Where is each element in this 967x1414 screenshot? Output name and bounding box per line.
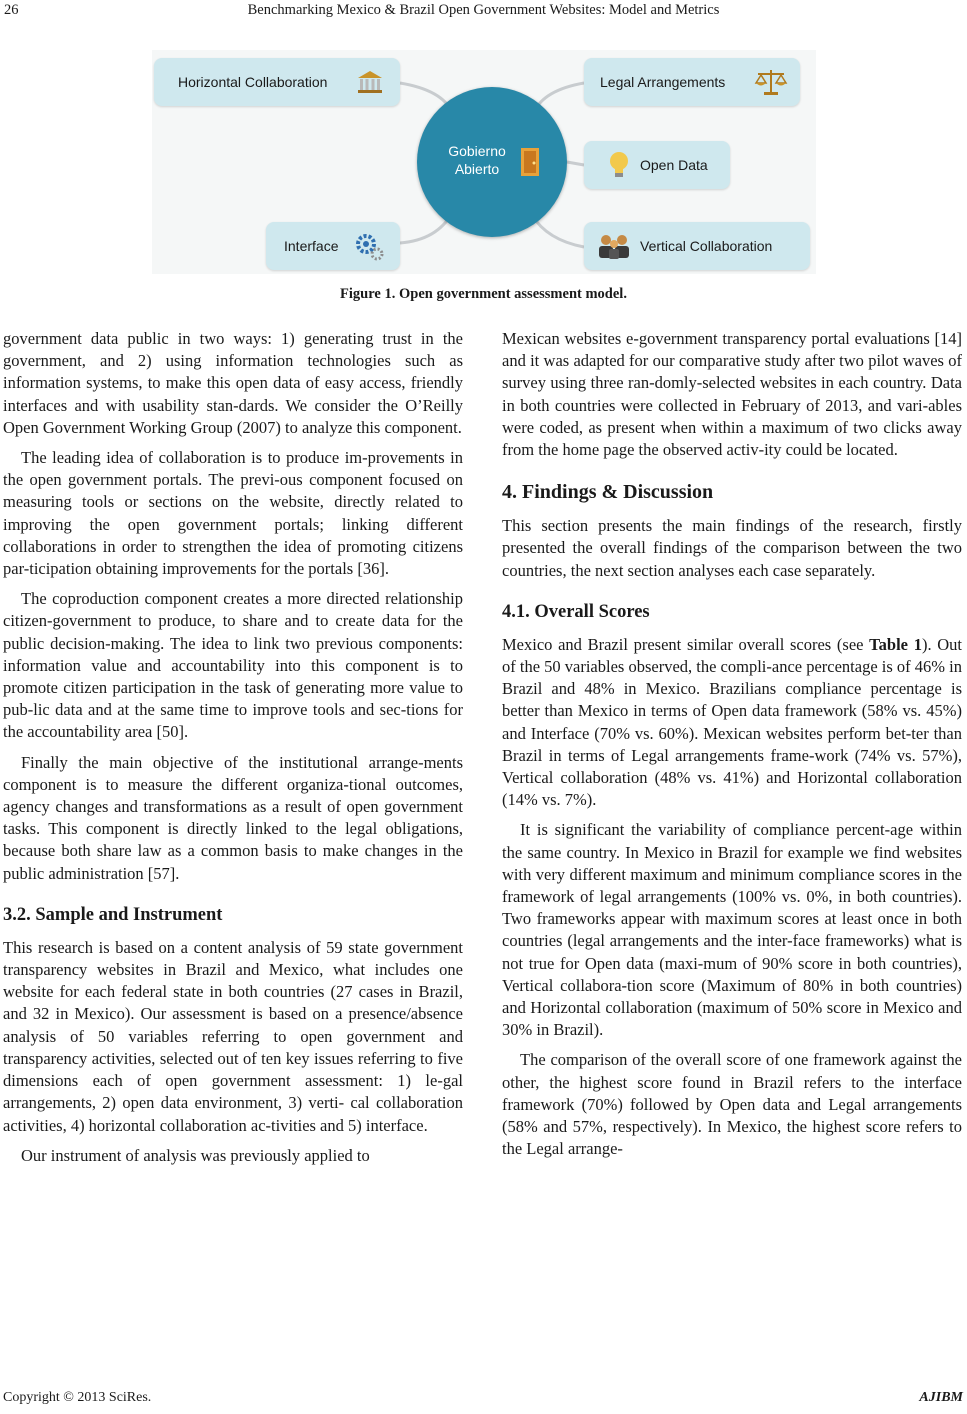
paragraph: This research is based on a content analysis of 59 state government transparency websites in Brazil and Mexico, what includes one website for each federal state in both countries (27 cases in Brazil, and 32 in Mexico). Our assessment is based on a presence/absence analysis of 50 variables referring to open government and transparency activities, selected out of ten key issues referring to five dimensions each of open government assessment: 1) le-gal arrangements, 2) open data environment, 3) verti- cal collaboration activities, 4) horizontal collaboration ac-tivities and 5) interface. [3, 937, 463, 1135]
running-head [0, 0, 967, 22]
paragraph: This section presents the main findings of the research, firstly presented the overall findings of the comparison between the two countries, the next section analyses each case separately. [502, 516, 962, 580]
paragraph: Our instrument of analysis was previously applied to [21, 1145, 370, 1165]
vertical-collaboration-label: Vertical Collaboration [640, 238, 773, 254]
paragraph-text: ). Out of the 50 variables observed, the compli-ance percentage is of 46% in Brazil and 48% in Mexico. Brazilians compliance percentage is better than Mexico in terms of Open data framework (58% vs. 45%) and Interface (70% vs. 60%). Mexican websites perform bet-ter than Brazil in terms of Legal arrangements frame-work (74% vs. 57%), Vertical collaboration (48% vs. 41%) and Horizontal collaboration (14% vs. 7%). [502, 634, 963, 810]
paragraph-text: Mexico and Brazil present similar overall scores (see [502, 634, 870, 654]
running-title: Benchmarking Mexico & Brazil Open Government Websites: Model and Metrics [247, 2, 720, 18]
page-number: 26 [4, 2, 19, 18]
paragraph: government data public in two ways: 1) generating trust in the government, and 2) using information technologies such as information systems, to make this open data of easy access, friendly interfaces and with usability stan-dards. We consider the O’Reilly Open Government Working Group (2007) to analyze this component. [3, 329, 463, 437]
assessment-model-figure [152, 50, 816, 274]
open-data-label: Open Data [640, 157, 708, 173]
paragraph: The leading idea of collaboration is to produce im-provements in the open government portals. The previ-ous component focused on measuring tools or sections on the website, directly related to improving the open government portals; linking different collaborations in order to strengthen the idea of promoting citizens par-ticipation obtaining improvements for the portals [36]. [3, 448, 463, 579]
paragraph: The coproduction component creates a more directed relationship citizen-government to produce, to share and to create data for the public decision-making. The idea to link two previous components: information value and accountability into this component is to promote citizen participation in the task of generating more value to pub-lic data and at the same time to improve tools and sec-tions for the accountability area [50]. [3, 589, 463, 742]
gears-icon [354, 231, 384, 261]
legal-arrangements-label: Legal Arrangements [600, 74, 726, 90]
figure-caption: Figure 1. Open government assessment model. [340, 286, 627, 302]
journal-name: AJIBM [919, 1390, 963, 1405]
legal-arrangements-box [584, 58, 800, 106]
people-icon [596, 232, 632, 260]
section-heading: 4. Findings & Discussion [502, 481, 714, 504]
paragraph [502, 634, 962, 812]
vertical-collaboration-box [584, 222, 810, 270]
gobierno-abierto-label: Gobierno Abierto [448, 143, 506, 177]
horizontal-collaboration-label: Horizontal Collaboration [178, 74, 328, 90]
copyright-notice: Copyright © 2013 SciRes. [3, 1390, 152, 1405]
interface-label: Interface [284, 238, 339, 254]
lightbulb-icon [608, 150, 630, 180]
open-data-box [584, 141, 730, 189]
left-column [3, 328, 463, 1167]
paragraph: The comparison of the overall score of one framework against the other, the highest score found in Brazil refers to the interface framework (70%) followed by Open data and Legal arrangements (58% and 57%, respectively). In Mexico, the highest score refers to the Legal arrange- [502, 1050, 962, 1159]
horizontal-collaboration-box [154, 58, 400, 106]
gobierno-abierto-circle [417, 87, 567, 237]
table-reference: Table 1 [869, 634, 922, 654]
building-icon [356, 69, 384, 95]
right-column [502, 328, 962, 1161]
paragraph: It is significant the variability of compliance percent-age within the same country. In Mexico in Brazil for example we find websites with very different maximum and minimum compliance scores in the framework of legal arrangements (100% vs. 0%, in both countries). Two frameworks appear with maximum scores at least once in both countries (legal arrangements and the inter-face frameworks) what is not true for Open data (maxi-mum of 90% score in both countries), Vertical collabora-tion score (Maximum of 80% in both countries) and Horizontal collaboration (maximum of 50% score in Mexico and 30% in Brazil). [502, 820, 962, 1040]
door-icon [519, 147, 541, 177]
paragraph: Mexican websites e-government transparency portal evaluations [14] and it was adapted for our comparative study after two pilot waves of survey using three ran-domly-selected websites in each country. Data in both countries were collected in February of 2013, and vari-ables were coded, as present when within a maximum of two clicks away from the home page the observed activ-ity could be located. [502, 329, 962, 460]
scales-icon [754, 67, 788, 97]
section-heading: 3.2. Sample and Instrument [3, 904, 223, 925]
interface-box [266, 222, 400, 270]
subsection-heading: 4.1. Overall Scores [502, 601, 650, 622]
paragraph: Finally the main objective of the institutional arrange-ments component is to measure the different organiza-tional outcomes, agency changes and transformations as a result of open government tasks. This component is directly linked to the legal obligations, because both share law as a common basis to make changes in the public administration [57]. [3, 752, 463, 883]
